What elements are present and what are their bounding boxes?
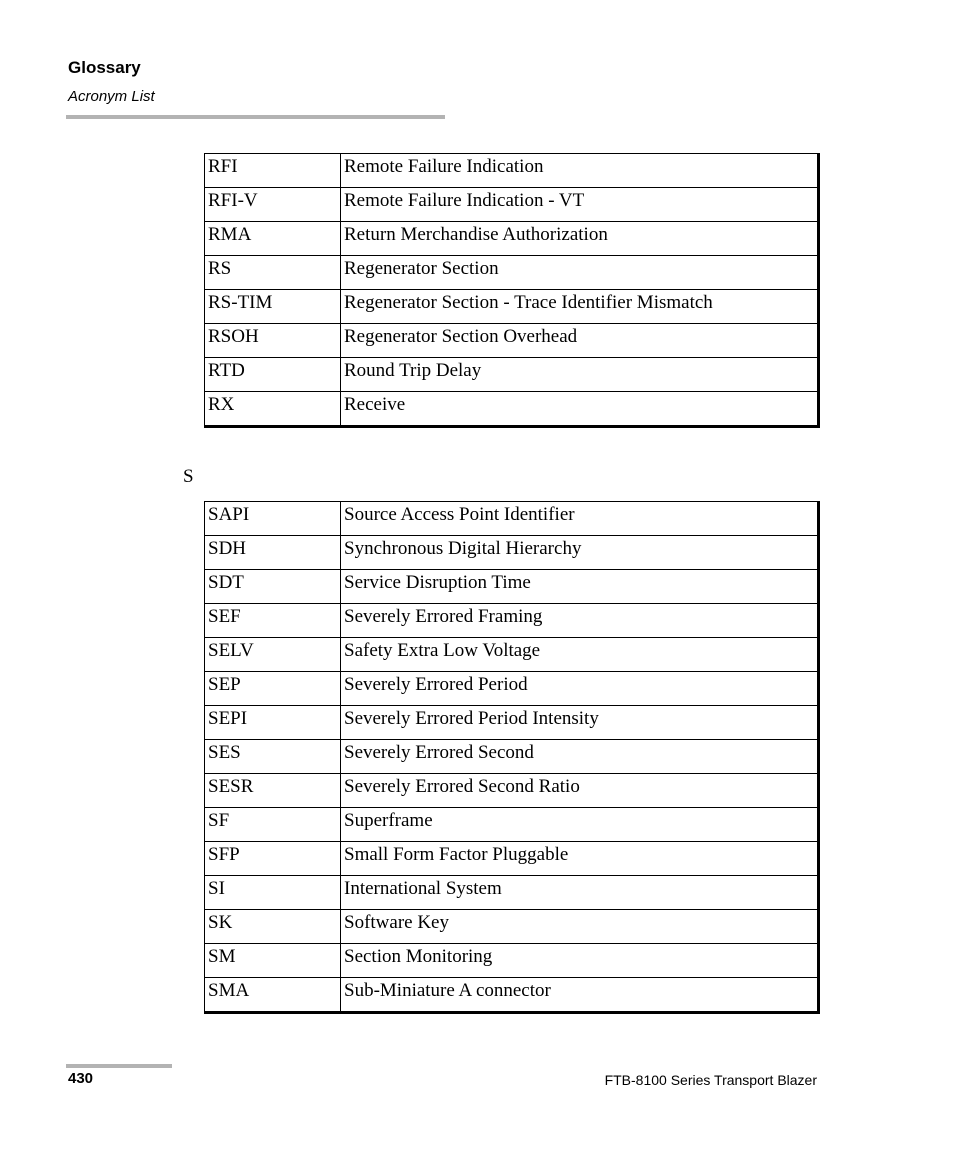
acronym-definition: Safety Extra Low Voltage [341, 638, 819, 672]
acronym-row [205, 604, 819, 638]
acronym-row [205, 910, 819, 944]
acronym-definition: Regenerator Section - Trace Identifier Mismatch [341, 290, 819, 324]
document-title: FTB-8100 Series Transport Blazer [604, 1072, 817, 1088]
acronym-term: SFP [205, 842, 341, 876]
page-subtitle: Acronym List [68, 88, 155, 105]
acronym-definition: Severely Errored Second Ratio [341, 774, 819, 808]
acronym-table-r [204, 153, 820, 428]
acronym-definition: Source Access Point Identifier [344, 504, 575, 525]
acronym-row [205, 154, 819, 188]
acronym-definition: Remote Failure Indication - VT [341, 188, 819, 222]
acronym-row [205, 502, 819, 536]
acronym-term: SK [205, 910, 341, 944]
page-title: Glossary [68, 58, 141, 77]
acronym-row [205, 324, 819, 358]
acronym-row [205, 978, 819, 1013]
acronym-term: RFI [205, 154, 341, 188]
acronym-definition: International System [341, 876, 819, 910]
acronym-definition: Severely Errored Period Intensity [341, 706, 819, 740]
acronym-definition: Remote Failure Indication [344, 156, 544, 177]
acronym-row [205, 774, 819, 808]
section-letter-s: S [183, 466, 194, 487]
footer-divider [66, 1064, 172, 1068]
acronym-term: RS-TIM [205, 290, 341, 324]
acronym-row [205, 358, 819, 392]
acronym-row [205, 570, 819, 604]
acronym-term: RSOH [205, 324, 341, 358]
acronym-definition: Return Merchandise Authorization [341, 222, 819, 256]
acronym-term: RS [205, 256, 341, 290]
acronym-definition: Round Trip Delay [341, 358, 819, 392]
acronym-row [205, 222, 819, 256]
acronym-term: SEP [205, 672, 341, 706]
acronym-definition: Software Key [341, 910, 819, 944]
acronym-term: SEF [205, 604, 341, 638]
acronym-definition: Small Form Factor Pluggable [341, 842, 819, 876]
acronym-row [205, 876, 819, 910]
acronym-definition: Regenerator Section [341, 256, 819, 290]
acronym-term: SMA [205, 978, 341, 1013]
acronym-row [205, 638, 819, 672]
acronym-row [205, 808, 819, 842]
acronym-table-s [204, 501, 820, 1014]
acronym-term: SDH [205, 536, 341, 570]
acronym-row [205, 392, 819, 427]
acronym-definition: Superframe [341, 808, 819, 842]
acronym-row [205, 706, 819, 740]
acronym-row [205, 842, 819, 876]
acronym-definition: Regenerator Section Overhead [341, 324, 819, 358]
acronym-term: SDT [205, 570, 341, 604]
acronym-term: RFI-V [205, 188, 341, 222]
acronym-term: RTD [205, 358, 341, 392]
acronym-row [205, 944, 819, 978]
acronym-definition: Synchronous Digital Hierarchy [341, 536, 819, 570]
acronym-term: SF [205, 808, 341, 842]
acronym-row [205, 290, 819, 324]
acronym-row [205, 536, 819, 570]
acronym-term: SES [205, 740, 341, 774]
header-divider [66, 115, 445, 119]
page-number: 430 [68, 1070, 94, 1087]
acronym-row [205, 188, 819, 222]
acronym-term: SM [205, 944, 341, 978]
acronym-definition: Section Monitoring [341, 944, 819, 978]
acronym-definition: Service Disruption Time [341, 570, 819, 604]
acronym-term: SEPI [205, 706, 341, 740]
acronym-definition: Sub-Miniature A connector [341, 978, 819, 1013]
acronym-term: SAPI [205, 502, 341, 536]
acronym-definition: Severely Errored Framing [341, 604, 819, 638]
acronym-term: RMA [205, 222, 341, 256]
acronym-row [205, 256, 819, 290]
acronym-term: SESR [205, 774, 341, 808]
acronym-term: RX [205, 392, 341, 427]
acronym-term: SI [205, 876, 341, 910]
acronym-row [205, 740, 819, 774]
acronym-definition: Severely Errored Period [341, 672, 819, 706]
acronym-term: SELV [205, 638, 341, 672]
acronym-definition: Receive [341, 392, 819, 427]
acronym-row [205, 672, 819, 706]
acronym-definition: Severely Errored Second [341, 740, 819, 774]
